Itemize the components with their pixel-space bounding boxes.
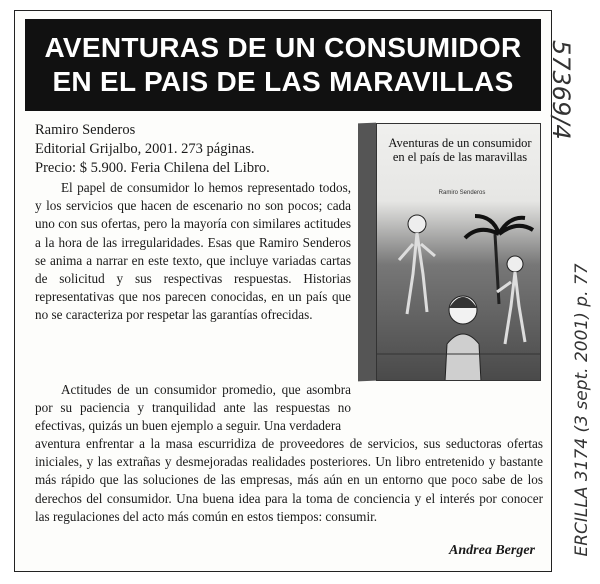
book-author-line: Ramiro Senderos (35, 122, 136, 138)
review-paragraph-2-end: aventura enfrentar a la masa escurridiza de proveedores de servicios, sus seductoras ofertas iniciales, y las extrañas y desmejoradas realidades posteriores. Un libro entretenido y bastante más rápido que las soluciones de las empresas, más aún en un entorno que poco sabe de los derechos del consumidor. Una buena idea para la toma de conciencia y el interés por conocer las regulaciones del acto más común en estos tiempos: consumir. (35, 436, 543, 524)
book-price-line: Precio: $ 5.900. Feria Chilena del Libro. (35, 160, 270, 176)
review-paragraph-1: El papel de consumidor lo hemos representado todos, y los servicios que hacen de escenario no son pocos; cada uno con sus ofertas, pero la mayoría con similares actitudes a la hora de las irregularidades. Esas que Ramiro Senderos se anima a narrar en este texto, que incluye variadas cartas de solicitud y sus respectivas respuestas. Historias representativas que nos parecen conocidas, en un país que no se caracteriza por respetar las garantías ofrecidas. (35, 180, 351, 323)
book-cover-illustration (377, 194, 541, 381)
handwritten-catalog-number: 57369/4 (547, 40, 575, 140)
book-publisher-line: Editorial Grijalbo, 2001. 273 páginas. (35, 141, 255, 157)
book-cover-image (358, 123, 543, 383)
headline-banner (25, 19, 541, 111)
book-cover-title: Aventuras de un consumidor en el país de las maravillas (388, 136, 532, 164)
newspaper-clipping (14, 10, 552, 572)
book-cover (376, 123, 541, 381)
headline-line-1: AVENTURAS DE UN CONSUMIDOR (44, 32, 522, 63)
book-details (35, 121, 335, 178)
book-cover-author: Ramiro Senderos (438, 190, 486, 196)
reviewer-signature: Andrea Berger (449, 543, 535, 558)
review-paragraph-2-start: Actitudes de un consumidor promedio, que asombra por su paciencia y tranquilidad ante las respuestas no efectivas, quizás un buen ejemplo a seguir. Una verdadera (35, 382, 351, 434)
handwritten-source-note: ERCILLA 3174 (3 sept. 2001) p. 77 (572, 263, 592, 557)
headline-line-2: EN EL PAIS DE LAS MARAVILLAS (52, 66, 514, 97)
book-spine (358, 123, 376, 382)
